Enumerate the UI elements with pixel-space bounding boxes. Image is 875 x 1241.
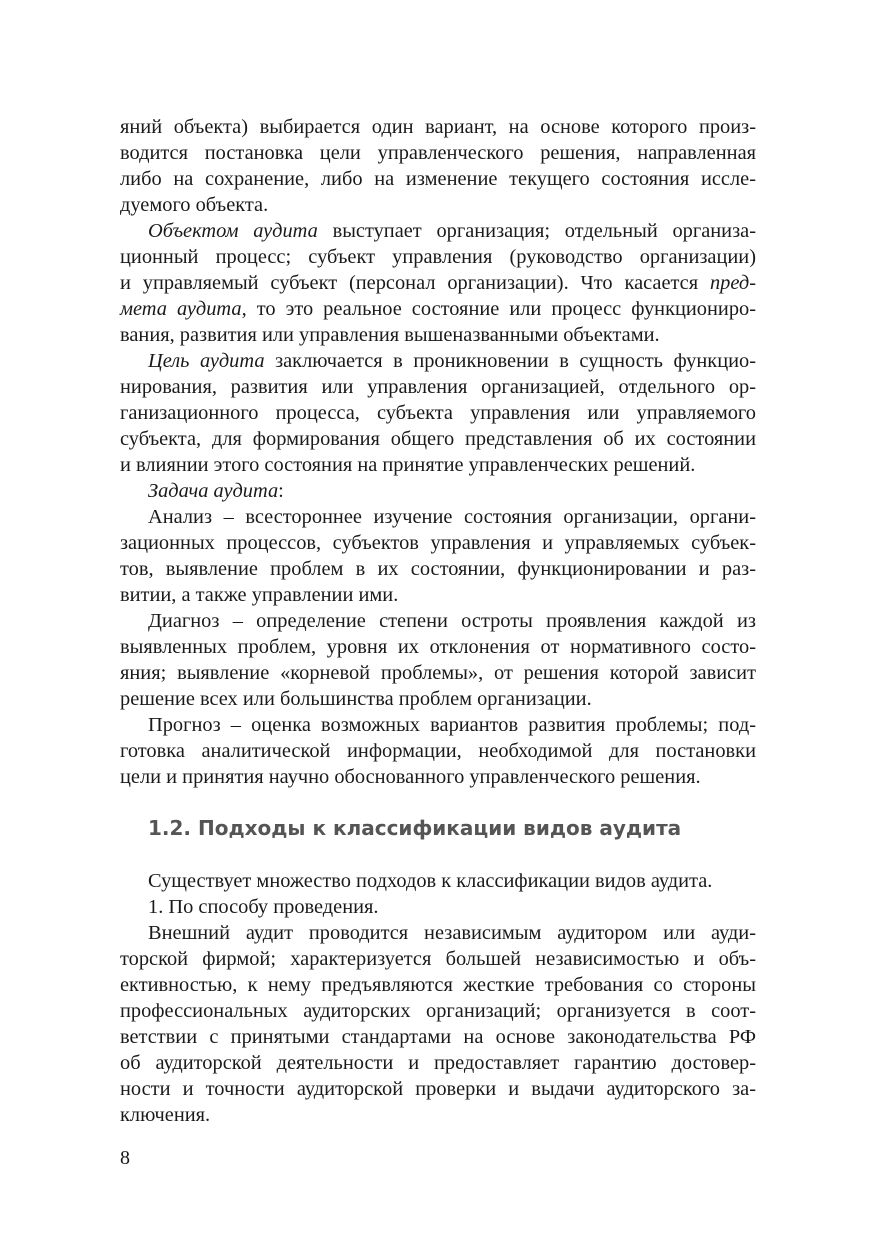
- text-run: Диагноз – определение степени остроты проявления каждой из: [148, 610, 756, 632]
- text-line: [120, 400, 756, 426]
- text-run: либо на сохранение, либо на изменение текущего состояния иссле-: [120, 168, 756, 190]
- text-line: [120, 322, 756, 348]
- text-run: вания, развития или управления вышеназванными объектами.: [120, 324, 660, 346]
- text-run: Существует множество подходов к классификации видов аудита.: [148, 870, 713, 892]
- text-line: [148, 608, 756, 634]
- section-heading: 1.2. Подходы к классификации видов аудита: [148, 816, 682, 840]
- text-run: готовка аналитической информации, необходимой для постановки: [120, 740, 756, 762]
- text-run: Анализ – всестороннее изучение состояния организации, органи-: [148, 506, 756, 528]
- text-run: ективностью, к нему предъявляются жесткие требования со стороны: [120, 974, 756, 996]
- text-run: яния; выявление «корневой проблемы», от решения которой зависит: [120, 662, 756, 684]
- text-line: [148, 504, 756, 530]
- text-run: водится постановка цели управленческого решения, направленная: [120, 142, 756, 164]
- text-line: [120, 764, 756, 790]
- text-run: :: [278, 480, 284, 502]
- text-run: нирования, развития или управления организацией, отдельного ор-: [120, 376, 756, 398]
- text-line: [120, 452, 756, 478]
- text-line: [120, 738, 756, 764]
- text-run: ключения.: [120, 1104, 211, 1126]
- text-line: [120, 582, 756, 608]
- text-run: зационных процессов, субъектов управления и управляемых субъек-: [120, 532, 756, 554]
- text-run: ветствии с принятыми стандартами на основе законодательства РФ: [120, 1026, 756, 1048]
- text-line: [120, 1050, 756, 1076]
- text-line: [148, 920, 756, 946]
- italic-term: Задача аудита: [148, 480, 279, 502]
- text-line: [120, 244, 756, 270]
- text-line: [120, 140, 756, 166]
- text-run: об аудиторской деятельности и предоставляет гарантию достовер-: [120, 1052, 756, 1074]
- text-line: [120, 1076, 756, 1102]
- text-line: [120, 192, 756, 218]
- text-run: тов, выявление проблем в их состоянии, функционировании и раз-: [120, 558, 756, 580]
- text-run: субъекта, для формирования общего представления об их состоянии: [120, 428, 756, 450]
- text-line: [148, 868, 756, 894]
- text-line: [120, 426, 756, 452]
- text-run: выявленных проблем, уровня их отклонения от нормативного состо-: [120, 636, 756, 658]
- text-line: [120, 946, 756, 972]
- text-line: [120, 660, 756, 686]
- text-line: [120, 1102, 756, 1128]
- text-run: торской фирмой; характеризуется большей независимостью и объ-: [120, 948, 756, 970]
- text-run: Прогноз – оценка возможных вариантов развития проблемы; под-: [148, 714, 756, 736]
- text-run: Внешний аудит проводится независимым аудитором или ауди-: [148, 922, 756, 944]
- text-line: [120, 374, 756, 400]
- text-run: витии, а также управлении ими.: [120, 584, 399, 606]
- text-run: решение всех или большинства проблем организации.: [120, 688, 592, 710]
- italic-term: пред-: [709, 272, 756, 294]
- page-number: 8: [120, 1147, 130, 1169]
- text-run: ционный процесс; субъект управления (руководство организации): [120, 246, 756, 268]
- text-run: заключается в проникновении в сущность функцио-: [264, 350, 757, 372]
- italic-term: Объектом аудита: [148, 220, 318, 242]
- text-run: ности и точности аудиторской проверки и выдачи аудиторского за-: [120, 1078, 756, 1100]
- text-line: [120, 1024, 756, 1050]
- text-line: [120, 556, 756, 582]
- text-line: [120, 634, 756, 660]
- text-run: и управляемый субъект (персонал организации). Что касается: [120, 272, 710, 294]
- text-line: [148, 218, 756, 244]
- text-run: и влиянии этого состояния на принятие управленческих решений.: [120, 454, 696, 476]
- text-run: яний объекта) выбирается один вариант, на основе которого произ-: [120, 116, 756, 138]
- text-line: [120, 972, 756, 998]
- text-line: [120, 998, 756, 1024]
- text-run: 1. По способу проведения.: [148, 896, 379, 918]
- text-line: [148, 894, 756, 920]
- text-run: цели и принятия научно обоснованного управленческого решения.: [120, 766, 701, 788]
- text-line: [120, 296, 756, 322]
- text-run: выступает организация; отдельный организа-: [317, 220, 756, 242]
- text-run: профессиональных аудиторских организаций; организуется в соот-: [120, 1000, 756, 1022]
- text-line: [120, 686, 756, 712]
- text-line: [120, 166, 756, 192]
- text-run: , то это реальное состояние или процесс функциониро-: [241, 298, 756, 320]
- text-line: [120, 530, 756, 556]
- italic-term: Цель аудита: [148, 350, 265, 372]
- text-line: [120, 114, 756, 140]
- text-run: дуемого объекта.: [120, 194, 269, 216]
- text-run: ганизационного процесса, субъекта управления или управляемого: [120, 402, 756, 424]
- text-line: [148, 348, 756, 374]
- text-line: [148, 478, 756, 504]
- text-line: [148, 712, 756, 738]
- text-line: [120, 270, 756, 296]
- italic-term: мета аудита: [120, 298, 242, 320]
